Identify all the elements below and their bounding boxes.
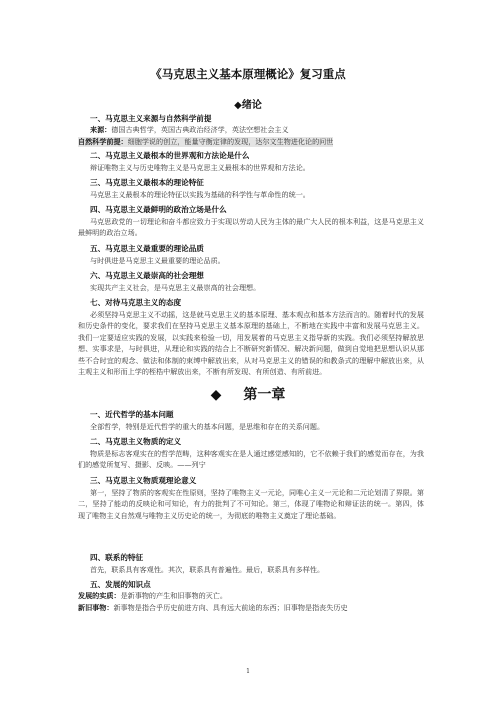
ch1-heading-3: 三、马克思主义物质观理论意义 [90, 476, 197, 485]
paragraph-2: 辩证唯物主义与历史唯物主义是马克思主义最根本的世界观和方法论。 [90, 163, 310, 172]
diamond-icon: ◆ [234, 100, 242, 111]
heading-7: 七、对待马克思主义的态度 [90, 298, 182, 307]
document-title: 《马克思主义基本原理概论》复习重点 [150, 67, 346, 81]
ch1-paragraph-1: 全部哲学，特别是近代哲学的重大的基本问题，是思维和存在的关系问题。 [90, 422, 325, 431]
ch1-heading-2: 二、马克思主义物质的定义 [90, 437, 182, 446]
section-title: 第一章 [243, 387, 286, 403]
paragraph-7: 必须坚持马克思主义不动摇，这是就马克思主义的基本原理、基本观点和基本方法而言的。随着时代的发展和历史条件的变化，要求我们在坚持马克思主义基本原理的基础上，不断地在实践中丰富和发展马克思主义。我们一定要适应实践的发展，以实践来检验一切，用发展着的马克思主义指导新的实践。我们必须坚持解放思想、实事求是，与时俱进，从理论和实践的结合上不断研究新情况、解决新问题，做到自觉地把思想认识从那些不合时宜的观念、做法和体制的束缚中解放出来，从对马克思主义的错误的和教条式的理解中解放出来，从主观主义和形而上学的桎梏中解放出来，不断有所发现、有所创造、有所前进。 [78, 310, 424, 377]
line-founders: 来源：德国古典哲学，英国古典政治经济学，英法空想社会主义 [90, 125, 289, 134]
paragraph-6: 实现共产主义社会，是马克思主义最崇高的社会理想。 [90, 283, 261, 292]
line-science-basis: 自然科学前提：细胞学说的创立，能量守衡定律的发现，达尔文生物进化论的问世 [78, 137, 334, 146]
heading-4: 四、马克思主义最鲜明的政治立场是什么 [90, 205, 227, 214]
line-new-old: 新旧事物：新事物是指合乎历史前进方向、具有远大前途的东西；旧事物是指丧失历史 [78, 603, 348, 612]
ch1-paragraph-4: 首先，联系具有客观性。其次，联系具有普遍性。最后，联系具有多样性。 [90, 565, 325, 574]
section-heading-chapter-1 [0, 384, 496, 404]
section-heading-intro [0, 96, 496, 111]
heading-5: 五、马克思主义最重要的理论品质 [90, 244, 204, 253]
ch1-heading-1: 一、近代哲学的基本问题 [90, 410, 174, 419]
heading-2: 二、马克思主义最根本的世界观和方法论是什么 [90, 151, 250, 160]
page-number: 1 [246, 668, 250, 675]
ch1-heading-5: 五、发展的知识点 [90, 580, 151, 589]
paragraph-5: 与时俱进是马克思主义最重要的理论品质。 [90, 256, 225, 265]
heading-1: 一、马克思主义来源与自然科学前提 [90, 114, 212, 123]
paragraph-3: 马克思主义最根本的理论特征以实践为基础的科学性与革命性的统一。 [90, 190, 310, 199]
ch1-paragraph-2: 物质是标志客观实在的哲学范畴，这种客观实在是人通过感觉感知的，它不依赖于我们的感觉而存在，为我们的感觉所复写、摄影、反映。——列宁 [78, 449, 424, 470]
diamond-icon: ◆ [210, 387, 222, 403]
ch1-paragraph-3: 第一，坚持了物质的客观实在性原则，坚持了唯物主义一元论，同唯心主义一元论和二元论划清了界限。第二，坚持了能动的反映论和可知论，有力的批判了不可知论。第三，体现了唯物论和辩证法的统一。第四，体现了唯物主义自然观与唯物主义历史论的统一，为彻底的唯物主义奠定了理论基础。 [78, 488, 424, 520]
heading-3: 三、马克思主义最根本的理论特征 [90, 178, 204, 187]
line-essence: 发展的实质：是新事物的产生和旧事物的灭亡。 [78, 591, 227, 600]
ch1-heading-4: 四、联系的特征 [90, 553, 144, 562]
paragraph-4: 马克思政党的一切理论和奋斗都应致力于实现以劳动人民为主体的最广大人民的根本利益，这是马克思主义最鲜明的政治立场。 [78, 217, 424, 238]
heading-6: 六、马克思主义最崇高的社会理想 [90, 271, 204, 280]
section-title: 绪论 [241, 100, 262, 111]
